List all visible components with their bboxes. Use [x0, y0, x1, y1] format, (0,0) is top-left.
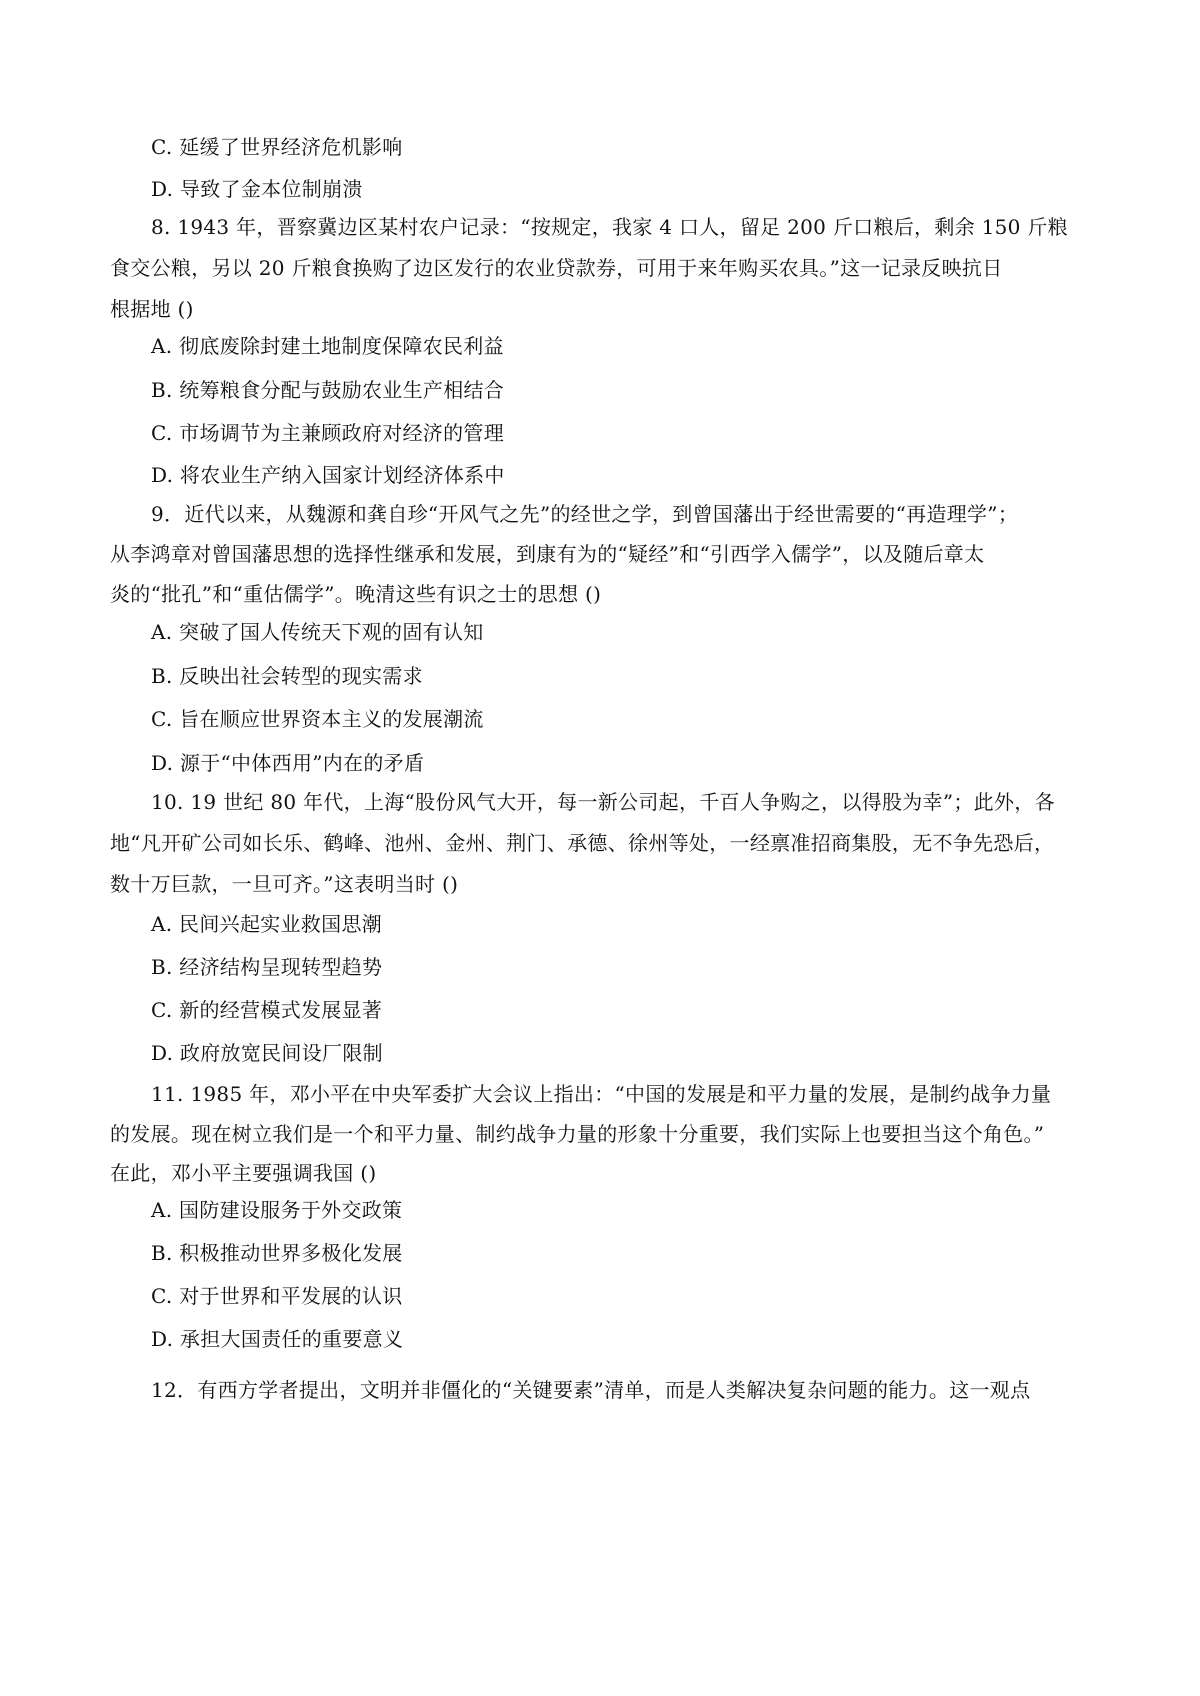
q8-stem-line-3: 根据地 () [110, 297, 194, 321]
q11-option-a: A. 国防建设服务于外交政策 [151, 1198, 403, 1222]
q11-stem-line-1: 11. 1985 年，邓小平在中央军委扩大会议上指出：“中国的发展是和平力量的发展，是制约战争力量 [151, 1082, 1052, 1106]
q7-option-c: C. 延缓了世界经济危机影响 [151, 135, 403, 159]
q9-option-d: D. 源于“中体西用”内在的矛盾 [151, 751, 425, 775]
q10-option-c: C. 新的经营模式发展显著 [151, 998, 383, 1022]
q10-stem-line-3: 数十万巨款，一旦可齐。”这表明当时 () [110, 872, 459, 896]
q12-stem-line-1: 12．有西方学者提出，文明并非僵化的“关键要素”清单，而是人类解决复杂问题的能力。这一观点 [151, 1378, 1031, 1402]
q10-stem-line-1: 10. 19 世纪 80 年代，上海“股份风气大开，每一新公司起，千百人争购之，以得股为幸”；此外，各 [151, 790, 1055, 814]
q10-option-a: A. 民间兴起实业救国思潮 [151, 912, 383, 936]
q8-option-d: D. 将农业生产纳入国家计划经济体系中 [151, 463, 505, 487]
q8-stem-line-1: 8. 1943 年，晋察冀边区某村农户记录：“按规定，我家 4 口人，留足 200 斤口粮后，剩余 150 斤粮 [151, 215, 1068, 239]
q8-option-c: C. 市场调节为主兼顾政府对经济的管理 [151, 421, 505, 445]
q11-stem-line-3: 在此，邓小平主要强调我国 () [110, 1161, 377, 1185]
q10-option-d: D. 政府放宽民间设厂限制 [151, 1041, 383, 1065]
q11-stem-line-2: 的发展。现在树立我们是一个和平力量、制约战争力量的形象十分重要，我们实际上也要担当这个角色。” [110, 1122, 1045, 1146]
q8-option-b: B. 统筹粮食分配与鼓励农业生产相结合 [151, 378, 505, 402]
q9-stem-line-2: 从李鸿章对曾国藩思想的选择性继承和发展，到康有为的“疑经”和“引西学入儒学”，以及随后章太 [110, 542, 985, 566]
q8-option-a: A. 彻底废除封建土地制度保障农民利益 [151, 334, 504, 358]
q9-stem-line-1: 9．近代以来，从魏源和龚自珍“开风气之先”的经世之学，到曾国藩出于经世需要的“再造理学”； [151, 502, 1019, 526]
q11-option-d: D. 承担大国责任的重要意义 [151, 1327, 404, 1351]
q9-stem-line-3: 炎的“批孔”和“重估儒学”。晚清这些有识之士的思想 () [110, 582, 602, 606]
q9-option-a: A. 突破了国人传统天下观的固有认知 [151, 620, 484, 644]
q11-option-b: B. 积极推动世界多极化发展 [151, 1241, 403, 1265]
q9-option-c: C. 旨在顺应世界资本主义的发展潮流 [151, 707, 484, 731]
q10-option-b: B. 经济结构呈现转型趋势 [151, 955, 383, 979]
q9-option-b: B. 反映出社会转型的现实需求 [151, 664, 423, 688]
q11-option-c: C. 对于世界和平发展的认识 [151, 1284, 403, 1308]
q8-stem-line-2: 食交公粮，另以 20 斤粮食换购了边区发行的农业贷款券，可用于来年购买农具。”这一记录反映抗日 [110, 256, 1003, 280]
q10-stem-line-2: 地“凡开矿公司如长乐、鹤峰、池州、金州、荆门、承德、徐州等处，一经禀准招商集股，无不争先恐后， [110, 831, 1055, 855]
q7-option-d: D. 导致了金本位制崩溃 [151, 177, 363, 201]
